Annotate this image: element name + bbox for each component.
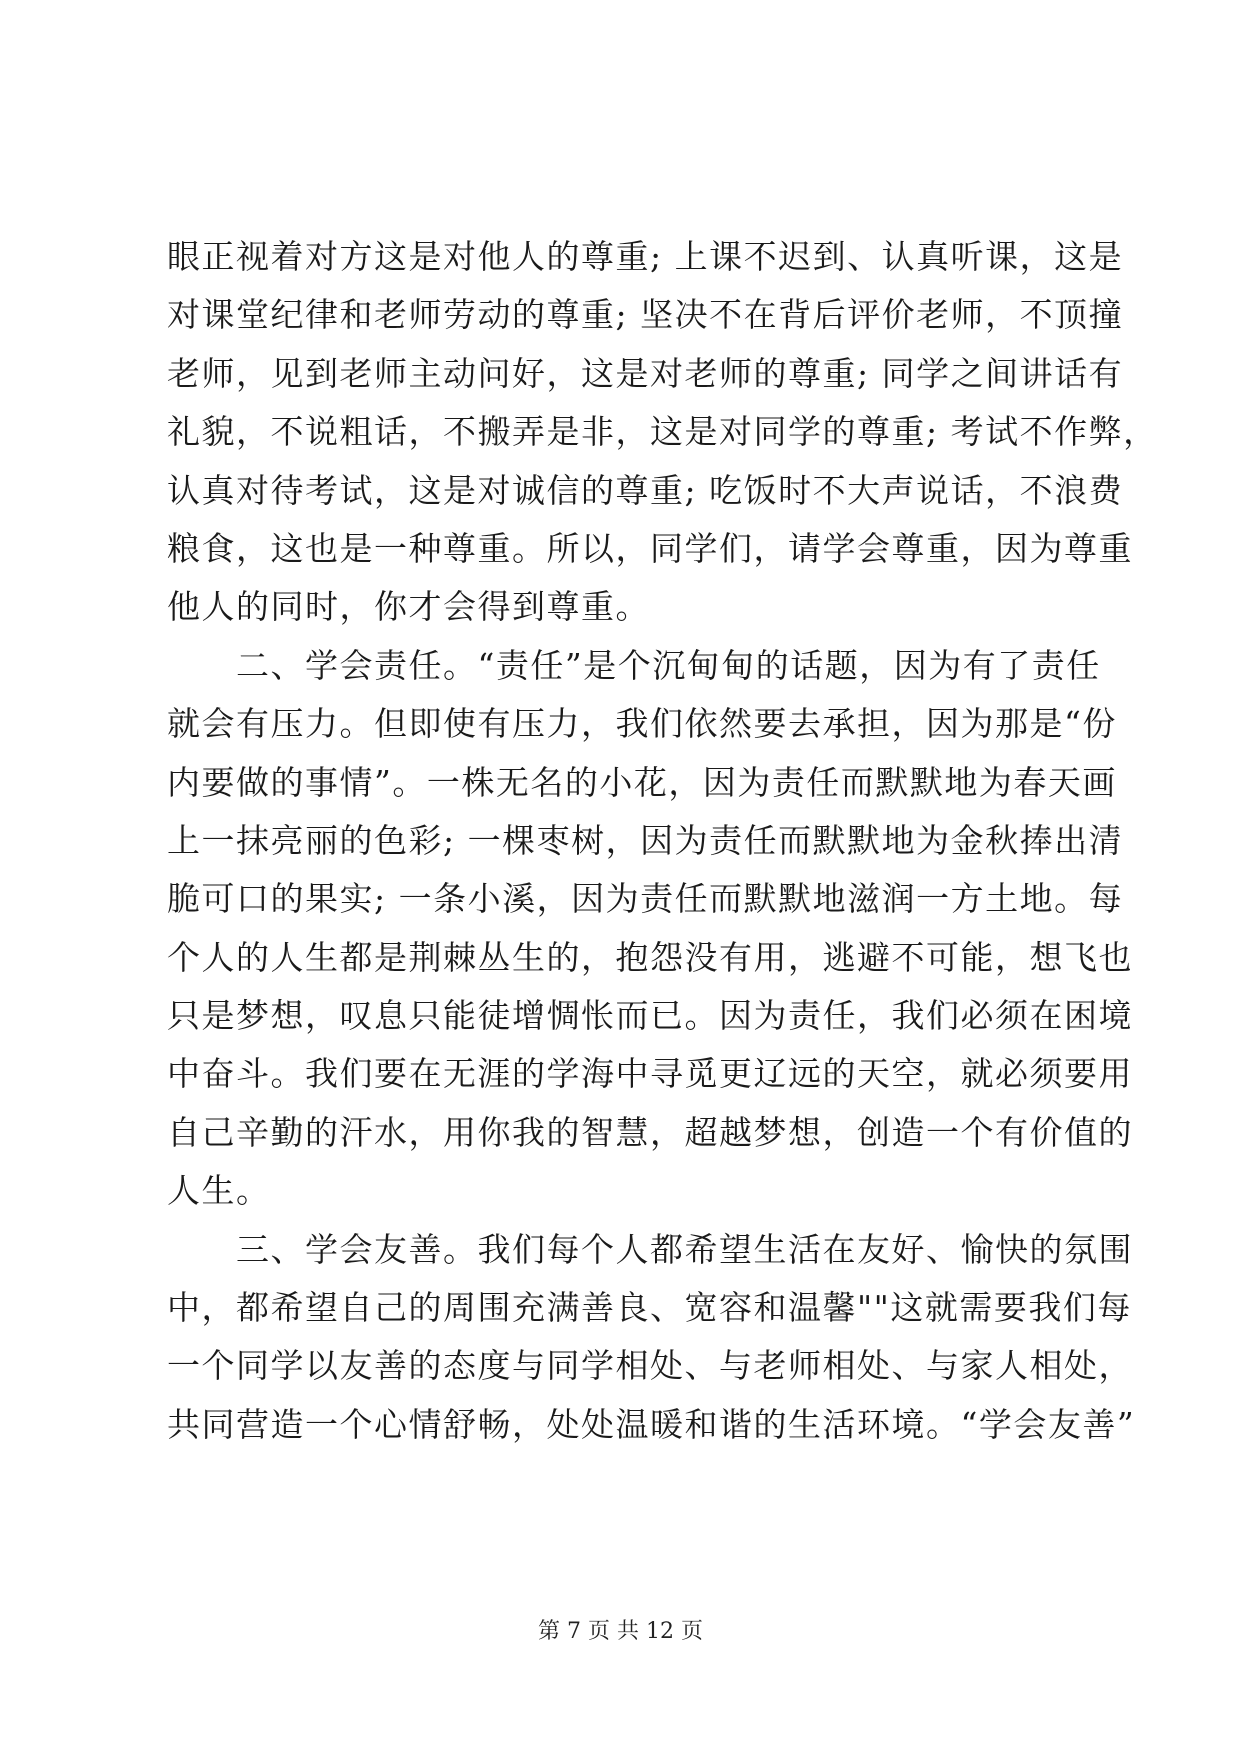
page-number-footer: 第 7 页 共 12 页: [538, 1619, 703, 1644]
text-line: 眼正视着对方这是对他人的尊重; 上课不迟到、认真听课，这是: [167, 237, 1124, 276]
text-line: 共同营造一个心情舒畅，处处温暖和谐的生活环境。“学会友善”: [167, 1404, 1136, 1444]
text-line: 脆可口的果实; 一条小溪，因为责任而默默地滋润一方土地。每: [167, 879, 1124, 919]
text-line: 老师，见到老师主动问好，这是对老师的尊重; 同学之间讲话有: [167, 353, 1124, 393]
text-line: 认真对待考试，这是对诚信的尊重; 吃饭时不大声说话，不浪费: [167, 470, 1124, 510]
text-line: 对课堂纪律和老师劳动的尊重; 坚决不在背后评价老师，不顶撞: [167, 295, 1124, 335]
text-line: 上一抹亮丽的色彩; 一棵枣树，因为责任而默默地为金秋捧出清: [167, 820, 1124, 860]
text-line: 就会有压力。但即使有压力，我们依然要去承担，因为那是“份: [167, 704, 1117, 744]
text-line: 人生。: [167, 1171, 271, 1211]
text-line: 中，都希望自己的周围充满善良、宽容和温馨""这就需要我们每: [167, 1288, 1132, 1328]
text-line: 中奋斗。我们要在无涯的学海中寻觅更辽远的天空，就必须要用: [167, 1054, 1133, 1094]
text-line: 只是梦想，叹息只能徒增惆怅而已。因为责任，我们必须在困境: [167, 996, 1133, 1036]
text-line: 个人的人生都是荆棘丛生的，抱怨没有用，逃避不可能，想飞也: [167, 937, 1133, 977]
text-line: 自己辛勤的汗水，用你我的智慧，超越梦想，创造一个有价值的: [167, 1112, 1133, 1152]
text-line: 礼貌，不说粗话，不搬弄是非，这是对同学的尊重; 考试不作弊，: [167, 412, 1158, 452]
text-line: 三、学会友善。我们每个人都希望生活在友好、愉快的氛围: [167, 1229, 1133, 1269]
text-line: 二、学会责任。“责任”是个沉甸甸的话题，因为有了责任: [167, 645, 1101, 685]
text-line: 他人的同时，你才会得到尊重。: [167, 587, 650, 627]
text-line: 一个同学以友善的态度与同学相处、与老师相处、与家人相处，: [167, 1346, 1133, 1386]
text-line: 粮食，这也是一种尊重。所以，同学们，请学会尊重，因为尊重: [167, 528, 1133, 568]
document-body: [167, 228, 1158, 1454]
text-line: 内要做的事情”。一株无名的小花，因为责任而默默地为春天画: [167, 762, 1117, 802]
